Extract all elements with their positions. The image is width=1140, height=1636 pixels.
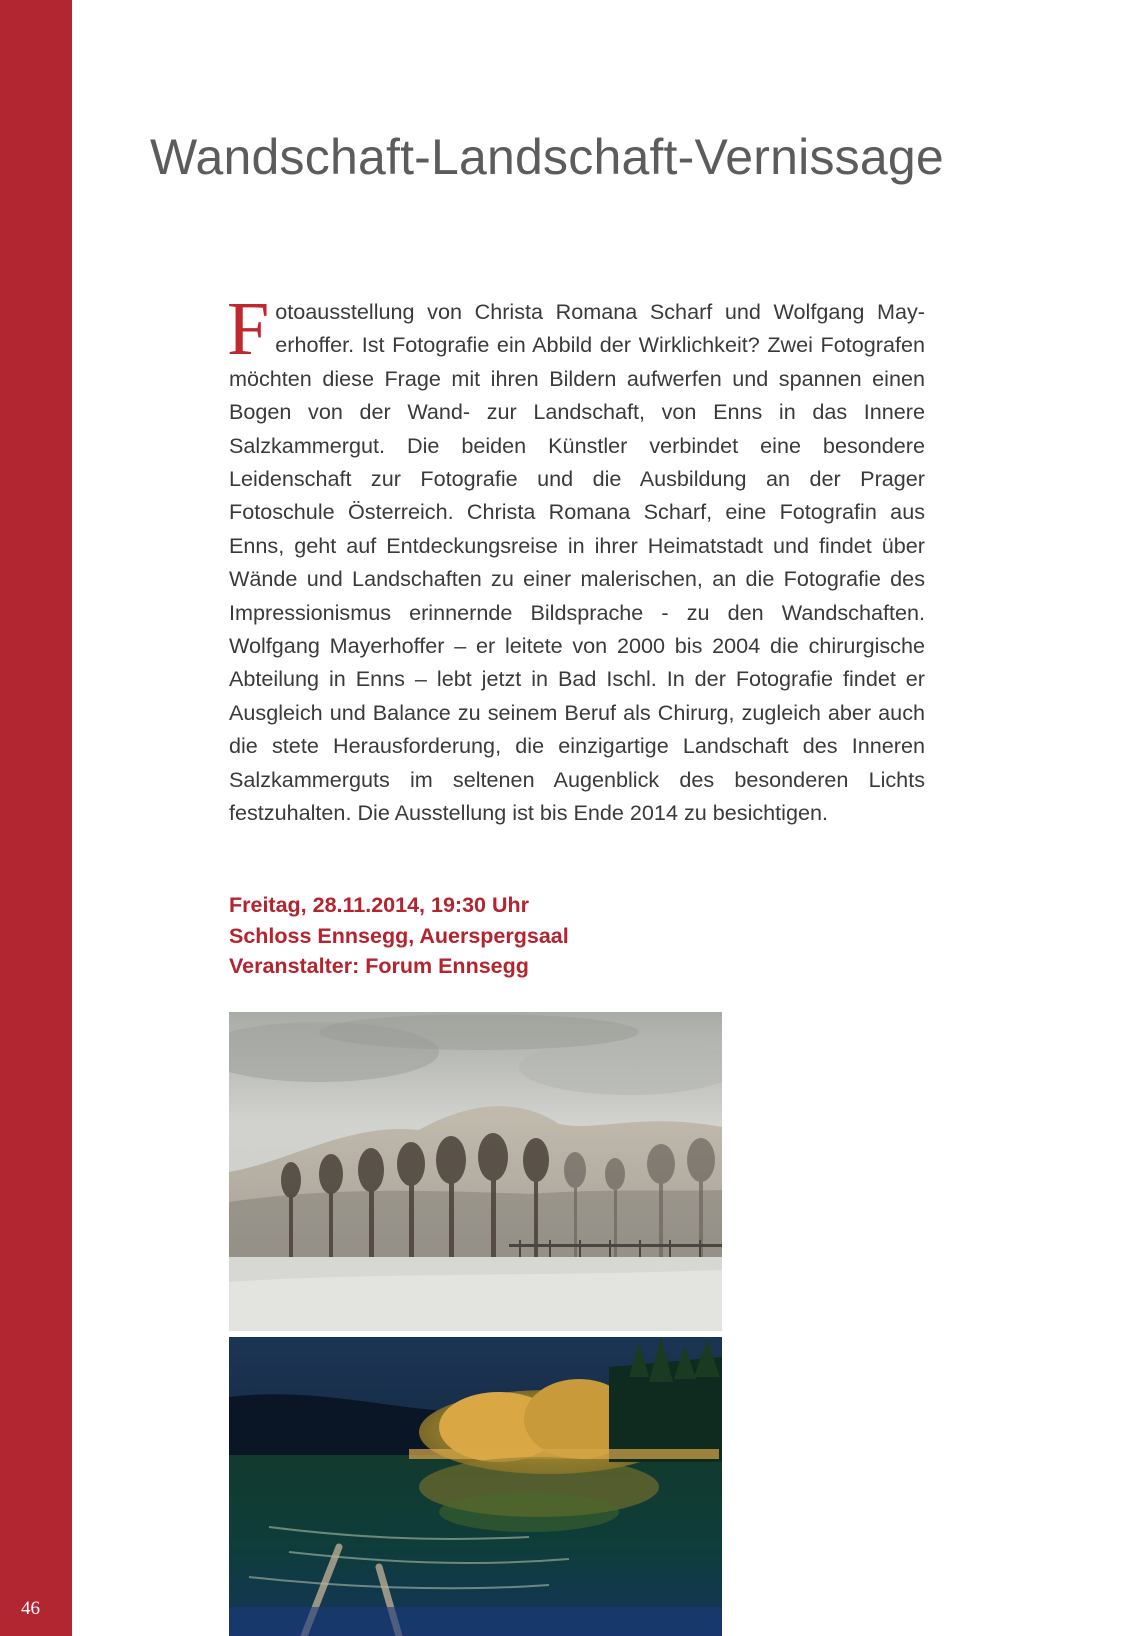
photo-landschaft-image: [229, 1337, 722, 1636]
side-color-bar: [0, 0, 72, 1636]
event-location: Schloss Ennsegg, Auerspergsaal: [229, 923, 569, 948]
event-info: [229, 890, 569, 982]
drop-cap: F: [227, 287, 270, 371]
article-body: [227, 287, 925, 830]
page-title: Wandschaft-Landschaft-Vernissage: [150, 129, 944, 185]
photo-wandschaft-image: [229, 1012, 722, 1331]
photo-landschaft: [229, 1337, 722, 1636]
event-date-time: Freitag, 28.11.2014, 19:30 Uhr: [229, 893, 529, 917]
article-text: otoausstellung von Christa Romana Scharf und Wolfgang Mayerhoffer. Ist Fotografie ein Abbild der Wirklichkeit? Zwei Fotografen möchten diese Frage mit ihren Bildern aufwerfen und spannen einen Bogen von der Wand- zur Landschaft, von Enns in das Innere Salzkammergut. Die beiden Künstler verbindet eine besondere Leidenschaft zur Fotografie und die Ausbildung an der Prager Fotoschule Österreich. Christa Romana Scharf, eine Fotografin aus Enns, geht auf Entdeckungsreise in ihrer Heimatstadt und findet über Wände und Landschaften zu einer malerischen, an die Fotografie des Impressionismus erinnernde Bildsprache - zu den Wandschaften. Wolfgang Mayerhoffer – er leitete von 2000 bis 2004 die chirurgische Abteilung in Enns – lebt jetzt in Bad Ischl. In der Fotografie findet er Ausgleich und Balance zu seinem Beruf als Chirurg, zugleich aber auch die stete Herausforderung, die einzigartige Landschaft des Inneren Salzkammerguts im seltenen Augenblick des besonderen Lichts festzuhalten. Die Ausstellung ist bis Ende 2014 zu besichtigen.: [229, 299, 925, 826]
page-number: 46: [21, 1598, 40, 1619]
event-organizer: Veranstalter: Forum Ennsegg: [229, 954, 529, 978]
photo-wandschaft: [229, 1012, 722, 1331]
